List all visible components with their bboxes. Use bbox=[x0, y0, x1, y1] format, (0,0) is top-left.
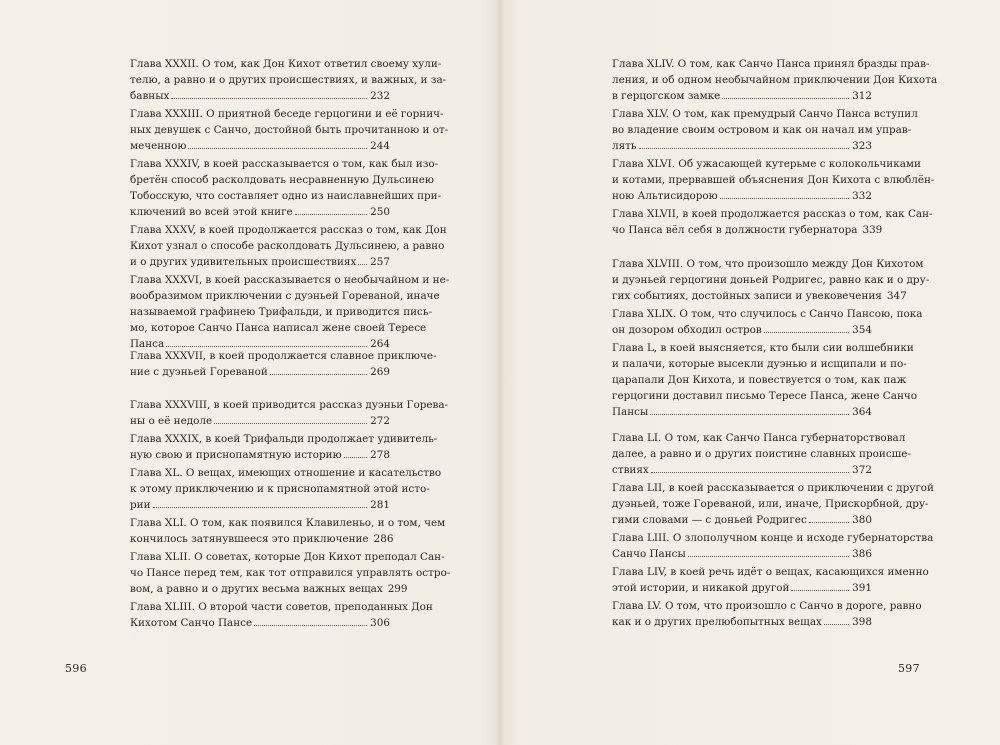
toc-entry-line: во владение своим островом и как он начал им управ- bbox=[612, 124, 912, 137]
dot-leader bbox=[791, 590, 849, 591]
toc-entry-line: Глава XXXVII, в коей продолжается славное приключе- bbox=[130, 350, 437, 362]
toc-page-number: 354 bbox=[852, 324, 872, 337]
toc-entry[interactable] bbox=[612, 340, 918, 420]
toc-entry-line: Глава XXXIII. О приятной беседе герцогини и её горнич- bbox=[130, 108, 444, 120]
toc-page-number: 323 bbox=[852, 140, 872, 153]
toc-entry[interactable] bbox=[612, 598, 922, 630]
dot-leader bbox=[270, 374, 367, 375]
dot-leader bbox=[722, 98, 849, 99]
dot-leader bbox=[650, 414, 849, 415]
toc-entry[interactable] bbox=[612, 306, 923, 338]
toc-entry-line: Глава LV. О том, что произошло с Санчо в дороге, равно bbox=[612, 600, 922, 612]
dot-leader bbox=[254, 625, 367, 626]
toc-entry-line bbox=[612, 580, 872, 596]
toc-entry-line bbox=[612, 512, 872, 528]
toc-entry-line: к этому приключению и к приснопамятной этой исто- bbox=[130, 483, 430, 496]
toc-entry-text: Пансы bbox=[612, 406, 649, 419]
toc-page-number: 269 bbox=[370, 366, 390, 379]
dot-leader bbox=[214, 423, 367, 424]
toc-entry-text: рии bbox=[130, 499, 151, 512]
toc-entry[interactable] bbox=[612, 530, 934, 562]
dot-leader bbox=[639, 148, 850, 149]
toc-entry[interactable] bbox=[130, 549, 451, 597]
toc-entry-line: Глава XXXV, в коей продолжается рассказ о том, как Дон bbox=[130, 224, 447, 236]
toc-entry-text: ключений во всей этой книге bbox=[130, 206, 293, 219]
dot-leader bbox=[188, 148, 367, 149]
toc-entry-line: называемой графинею Трифальди, и приводится пись- bbox=[130, 306, 433, 319]
toc-entry-line bbox=[612, 322, 872, 338]
dot-leader bbox=[153, 507, 368, 508]
toc-entry-text: ствиях bbox=[612, 464, 649, 477]
toc-entry[interactable] bbox=[612, 106, 918, 154]
toc-page-number: 299 bbox=[387, 583, 408, 596]
toc-page-number: 250 bbox=[370, 206, 390, 219]
toc-entry-line: бретён способ расколдовать несравненную Дульсинею bbox=[130, 174, 434, 187]
toc-entry-line: и палачи, которые высекли дуэнью и исщипали и по- bbox=[612, 358, 907, 371]
toc-page-number: 257 bbox=[370, 256, 390, 269]
toc-entry-text: в герцогском замке bbox=[612, 90, 721, 103]
toc-entry-text: ние с дуэньей Гореваной bbox=[130, 366, 268, 379]
toc-entry-text: лять bbox=[612, 140, 637, 153]
toc-entry-line bbox=[612, 188, 872, 204]
toc-entry[interactable] bbox=[130, 106, 449, 154]
toc-page-number: 398 bbox=[852, 616, 872, 629]
toc-entry-line: Глава XXXVI, в коей рассказывается о необычайном и не- bbox=[130, 274, 450, 286]
toc-entry-line: Глава XLVI. Об ужасающей кутерьме с колокольчиками bbox=[612, 158, 921, 170]
toc-entry-line: Глава XXXIX, в коей Трифальди продолжает удивитель- bbox=[130, 433, 438, 445]
toc-entry-text: и о других удивительных происшествиях bbox=[130, 256, 357, 269]
toc-page-number: 306 bbox=[370, 617, 390, 630]
toc-entry[interactable] bbox=[130, 515, 446, 547]
toc-entry[interactable] bbox=[130, 397, 449, 429]
toc-entry[interactable] bbox=[130, 431, 438, 463]
toc-page-number: 372 bbox=[852, 464, 872, 477]
toc-entry-line bbox=[612, 614, 872, 630]
toc-entry-text: Панса bbox=[130, 338, 165, 351]
toc-entry-line bbox=[130, 364, 390, 380]
toc-entry[interactable] bbox=[612, 56, 938, 104]
toc-entry-line: ления, и об одном необычайном приключении Дон Кихота bbox=[612, 74, 938, 87]
toc-page-number: 286 bbox=[373, 533, 394, 546]
toc-entry-line bbox=[130, 413, 390, 429]
toc-entry-line: Глава XLVII, в коей продолжается рассказ о том, как Сан- bbox=[612, 208, 933, 220]
toc-entry-line: Глава XLIV. О том, как Санчо Панса принял бразды прав- bbox=[612, 58, 930, 70]
toc-entry-line: Глава XLIX. О том, что случилось с Санчо Пансою, пока bbox=[612, 308, 923, 320]
page-number-right: 597 bbox=[898, 662, 920, 675]
toc-entry-line: Глава LI. О том, как Санчо Панса губернаторствовал bbox=[612, 432, 906, 444]
toc-page-number: 364 bbox=[852, 406, 872, 419]
toc-entry-line: царапали Дон Кихота, и повествуется о том, как паж bbox=[612, 374, 907, 387]
page-number-left: 596 bbox=[65, 662, 87, 675]
toc-entry-line: дуэньей, тоже Гореваной, или, иначе, Прискорбной, дру- bbox=[612, 498, 929, 511]
toc-entry-line: ных девушек с Санчо, достойной быть прочитанною и от- bbox=[130, 124, 449, 137]
toc-page-number: 281 bbox=[370, 499, 390, 512]
toc-entry[interactable] bbox=[130, 222, 447, 270]
toc-entry-text: он дозором обходил остров bbox=[612, 324, 762, 337]
toc-entry[interactable] bbox=[612, 206, 933, 238]
toc-page-number: 347 bbox=[886, 290, 907, 303]
toc-entry[interactable] bbox=[130, 465, 442, 513]
toc-entry-line bbox=[130, 531, 394, 547]
toc-page-number: 380 bbox=[852, 514, 872, 527]
toc-entry-text: вом, а равно и о других весьма важных вещах bbox=[130, 583, 383, 596]
toc-entry-line: чо Пансе перед тем, как тот отправился управлять остро- bbox=[130, 567, 451, 580]
toc-page-number: 272 bbox=[370, 415, 390, 428]
toc-entry-text: бавных bbox=[130, 90, 170, 103]
toc-entry[interactable] bbox=[130, 272, 450, 352]
toc-page-number: 312 bbox=[852, 90, 872, 103]
toc-entry-line: Глава XLII. О советах, которые Дон Кихот преподал Сан- bbox=[130, 551, 445, 563]
toc-entry-text: чо Панса вёл себя в должности губернатора bbox=[612, 224, 858, 237]
toc-entry-line: Глава XXXVIII, в коей приводится рассказ дуэньи Горева- bbox=[130, 399, 449, 411]
toc-entry-line bbox=[130, 204, 390, 220]
dot-leader bbox=[651, 472, 849, 473]
toc-entry[interactable] bbox=[130, 156, 442, 220]
toc-page-number: 244 bbox=[370, 140, 390, 153]
dot-leader bbox=[295, 214, 367, 215]
toc-entry-line bbox=[612, 404, 872, 420]
toc-entry-line: Глава L, в коей выясняется, кто были сии волшебники bbox=[612, 342, 914, 354]
toc-entry-text: Кихотом Санчо Пансе bbox=[130, 617, 253, 630]
toc-entry[interactable] bbox=[612, 256, 930, 304]
toc-entry-text: ною Альтисидорою bbox=[612, 190, 718, 203]
toc-entry-line bbox=[612, 138, 872, 154]
toc-entry-line: Глава LII, в коей рассказывается о приключении с другой bbox=[612, 482, 934, 494]
toc-page-number: 339 bbox=[862, 224, 883, 237]
toc-entry[interactable] bbox=[130, 348, 437, 380]
toc-entry-line: вообразимом приключении с дуэньей Гореваной, иначе bbox=[130, 290, 440, 303]
toc-entry-text: как и о других прелюбопытных вещах bbox=[612, 616, 822, 629]
toc-entry-line: и дуэньей герцогини доньей Родригес, равно как и о дру- bbox=[612, 274, 930, 287]
toc-entry-line: Тобосскую, что составляет одно из наиславнейших при- bbox=[130, 190, 442, 203]
toc-entry-line: телю, а равно и о других происшествиях, и важных, и за- bbox=[130, 74, 447, 87]
toc-entry-line bbox=[130, 581, 408, 597]
toc-entry-line: Глава XLV. О том, как премудрый Санчо Панса вступил bbox=[612, 108, 918, 120]
toc-page-number: 264 bbox=[370, 338, 390, 351]
toc-page-number: 232 bbox=[370, 90, 390, 103]
toc-entry-text: ную свою и приснопамятную историю bbox=[130, 449, 342, 462]
toc-entry-line bbox=[130, 497, 390, 513]
toc-entry[interactable] bbox=[612, 156, 935, 204]
toc-entry-text: этой истории, и никакой другой bbox=[612, 582, 790, 595]
toc-entry[interactable] bbox=[130, 599, 433, 631]
toc-entry-line: далее, а равно и о других поистине славных происше- bbox=[612, 448, 911, 461]
toc-entry-line bbox=[130, 254, 390, 270]
toc-entry[interactable] bbox=[612, 480, 934, 528]
toc-entry-line bbox=[130, 447, 390, 463]
toc-entry-line: и котами, прервавшей объяснения Дон Кихота с влюблён- bbox=[612, 174, 935, 187]
toc-entry-line bbox=[612, 546, 872, 562]
toc-entry[interactable] bbox=[130, 56, 447, 104]
toc-entry-text: Санчо Пансы bbox=[612, 548, 686, 561]
dot-leader bbox=[688, 556, 849, 557]
toc-entry-line bbox=[612, 222, 883, 238]
toc-entry-line: Глава XLI. О том, как появился Клавиленьо, и о том, чем bbox=[130, 517, 446, 529]
toc-entry-line: Глава LIV, в коей речь идёт о вещах, касающихся именно bbox=[612, 566, 929, 578]
dot-leader bbox=[720, 198, 849, 199]
toc-entry-line: герцогини доставил письмо Тересе Панса, жене Санчо bbox=[612, 390, 918, 403]
toc-entry-line: Глава XLVIII. О том, что произошло между Дон Кихотом bbox=[612, 258, 924, 270]
toc-entry-line: Глава XLIII. О второй части советов, преподанных Дон bbox=[130, 601, 433, 613]
toc-entry-line bbox=[612, 288, 907, 304]
toc-page-number: 386 bbox=[852, 548, 872, 561]
toc-entry-line bbox=[612, 88, 872, 104]
toc-entry-line bbox=[612, 462, 872, 478]
toc-entry-text: кончилось затянувшееся это приключение bbox=[130, 533, 369, 546]
dot-leader bbox=[809, 522, 849, 523]
toc-entry-text: гих событиях, достойных записи и увековечения bbox=[612, 290, 882, 303]
dot-leader bbox=[344, 457, 367, 458]
toc-page-number: 332 bbox=[852, 190, 872, 203]
toc-entry[interactable] bbox=[612, 430, 911, 478]
toc-entry-line bbox=[130, 615, 390, 631]
toc-entry-line: Кихот узнал о способе расколдовать Дульсинею, а равно bbox=[130, 240, 445, 253]
toc-entry-line bbox=[130, 88, 390, 104]
toc-entry[interactable] bbox=[612, 564, 929, 596]
toc-entry-line bbox=[130, 138, 390, 154]
dot-leader bbox=[824, 624, 849, 625]
toc-entry-line: Глава XXXII. О том, как Дон Кихот ответил своему хули- bbox=[130, 58, 442, 70]
toc-entry-line: Глава LIII. О злополучном конце и исходе губернаторства bbox=[612, 532, 934, 544]
toc-entry-line: мо, которое Санчо Панса написал жене своей Тересе bbox=[130, 322, 427, 335]
toc-entry-line: Глава XL. О вещах, имеющих отношение и касательство bbox=[130, 467, 442, 479]
toc-page-number: 278 bbox=[370, 449, 390, 462]
toc-entry-text: меченною bbox=[130, 140, 187, 153]
dot-leader bbox=[358, 264, 367, 265]
toc-page-number: 391 bbox=[852, 582, 872, 595]
dot-leader bbox=[764, 332, 849, 333]
toc-entry-line: Глава XXXIV, в коей рассказывается о том, как был изо- bbox=[130, 158, 439, 170]
dot-leader bbox=[171, 98, 367, 99]
toc-entry-text: ны о её недоле bbox=[130, 415, 213, 428]
toc-entry-text: гими словами — с доньей Родригес bbox=[612, 514, 807, 527]
